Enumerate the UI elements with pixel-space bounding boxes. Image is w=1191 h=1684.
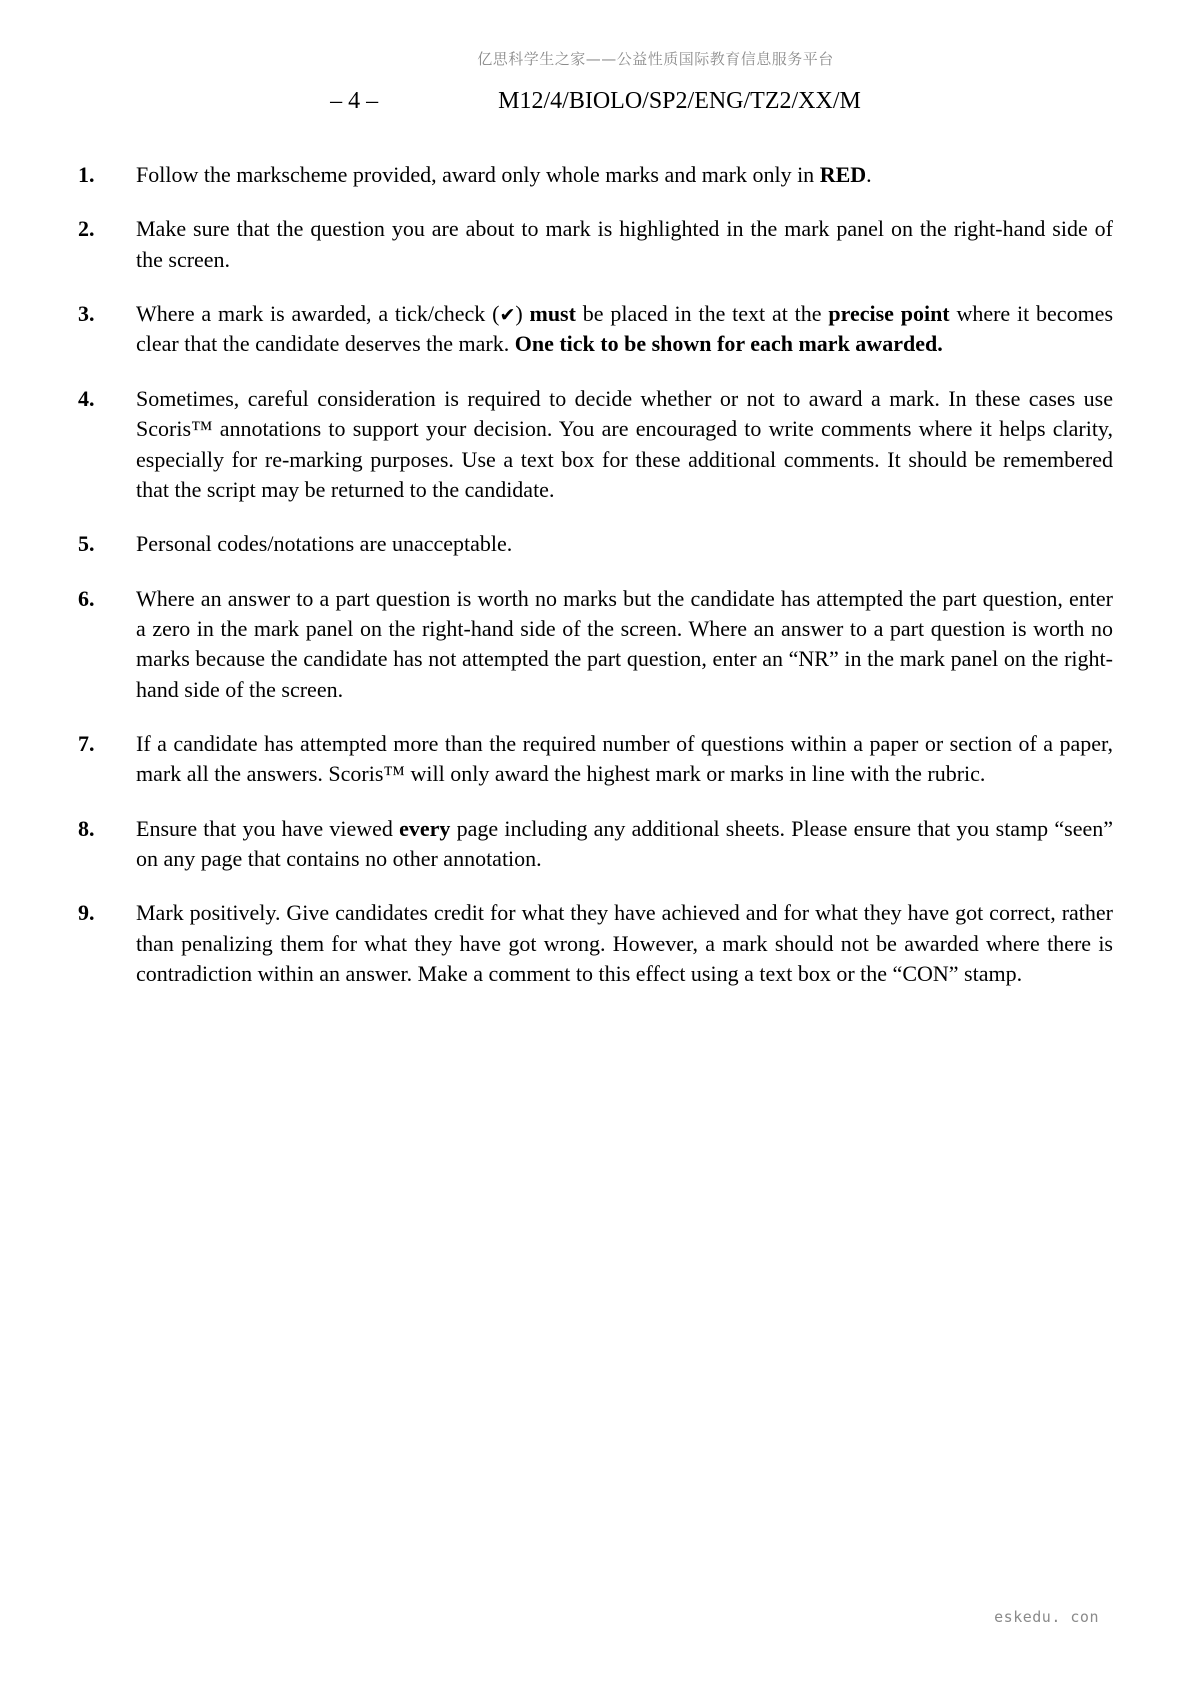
- body-text: Personal codes/notations are unacceptable.: [136, 531, 513, 557]
- instruction-text: [136, 898, 1113, 989]
- body-text: Sometimes, careful consideration is required to decide whether or not to award a mark. In these cases use Scoris™ annotations to support your decision. You are encouraged to write comments where it helps clarity, especially for re-marking purposes. Use a text box for these additional comments. It should be remembered that the script may be returned to the candidate.: [136, 385, 1113, 502]
- top-watermark: 亿思科学生之家——公益性质国际教育信息服务平台: [477, 50, 834, 68]
- emphasis-text: One tick to be shown for each mark awarded.: [514, 331, 943, 357]
- body-text: If a candidate has attempted more than the required number of questions within a paper or section of a paper, mark all the answers. Scoris™ will only award the highest mark or marks in line with the rubric.: [136, 731, 1113, 787]
- instructions-list: [78, 160, 1113, 1014]
- instruction-number: 8.: [78, 815, 95, 841]
- body-text: Ensure that you have viewed: [136, 815, 400, 841]
- instruction-number: 2.: [78, 216, 95, 242]
- emphasis-text: RED: [819, 162, 867, 187]
- body-text: page including any additional sheets. Please ensure that you stamp “seen” on any page that contains no other annotation.: [136, 815, 1113, 872]
- instruction-item: [78, 898, 1113, 989]
- instruction-number: 4.: [78, 385, 95, 411]
- body-text: ): [515, 301, 530, 327]
- instruction-number: 1.: [78, 162, 95, 187]
- body-text: Where an answer to a part question is worth no marks but the candidate has attempted the part question, enter a zero in the mark panel on the right-hand side of the screen. Where an answer to a part question is worth no marks because the candidate has not attempted the part question, enter an “NR” in the mark panel on the right-hand side of the screen.: [136, 585, 1113, 702]
- instruction-item: [78, 214, 1113, 275]
- instruction-number: 9.: [78, 900, 95, 926]
- instruction-item: [78, 814, 1113, 875]
- bottom-watermark: eskedu. con: [994, 1608, 1099, 1626]
- instruction-item: [78, 299, 1113, 360]
- instruction-number: 6.: [78, 585, 95, 611]
- instruction-text: [136, 584, 1113, 705]
- emphasis-text: precise point: [828, 301, 950, 327]
- instruction-number: 3.: [78, 301, 95, 327]
- body-text: .: [866, 162, 872, 187]
- paper-code: M12/4/BIOLO/SP2/ENG/TZ2/XX/M: [498, 88, 861, 114]
- instruction-item: [78, 160, 1113, 190]
- instruction-item: [78, 584, 1113, 705]
- page-header: [0, 88, 1191, 115]
- emphasis-text: every: [399, 815, 451, 841]
- body-text: Mark positively. Give candidates credit for what they have achieved and for what they have got correct, rather than penalizing them for what they have got wrong. However, a mark should not be awarded where there is contradiction within an answer. Make a comment to this effect using a text box or the “CON” stamp.: [136, 900, 1113, 987]
- instruction-text: [136, 384, 1113, 505]
- instruction-text: [136, 729, 1113, 790]
- body-text: Make sure that the question you are about to mark is highlighted in the mark panel on the right-hand side of the screen.: [136, 216, 1113, 272]
- emphasis-text: must: [529, 301, 576, 327]
- instruction-text: [136, 160, 1113, 190]
- instruction-number: 7.: [78, 731, 95, 757]
- instruction-text: [136, 814, 1113, 875]
- instruction-text: [136, 529, 1113, 559]
- instruction-text: [136, 214, 1113, 275]
- instruction-item: [78, 529, 1113, 559]
- body-text: where it becomes clear that the candidate deserves the mark.: [136, 301, 1114, 357]
- body-text: Follow the markscheme provided, award only whole marks and mark only in: [136, 162, 820, 187]
- instruction-item: [78, 384, 1113, 505]
- tick-icon: ✔: [499, 304, 516, 327]
- page-number: – 4 –: [330, 88, 379, 114]
- body-text: be placed in the text at the: [575, 301, 829, 327]
- body-text: Where a mark is awarded, a tick/check (: [136, 301, 500, 327]
- instruction-item: [78, 729, 1113, 790]
- instruction-number: 5.: [78, 531, 95, 557]
- instruction-text: [136, 299, 1113, 360]
